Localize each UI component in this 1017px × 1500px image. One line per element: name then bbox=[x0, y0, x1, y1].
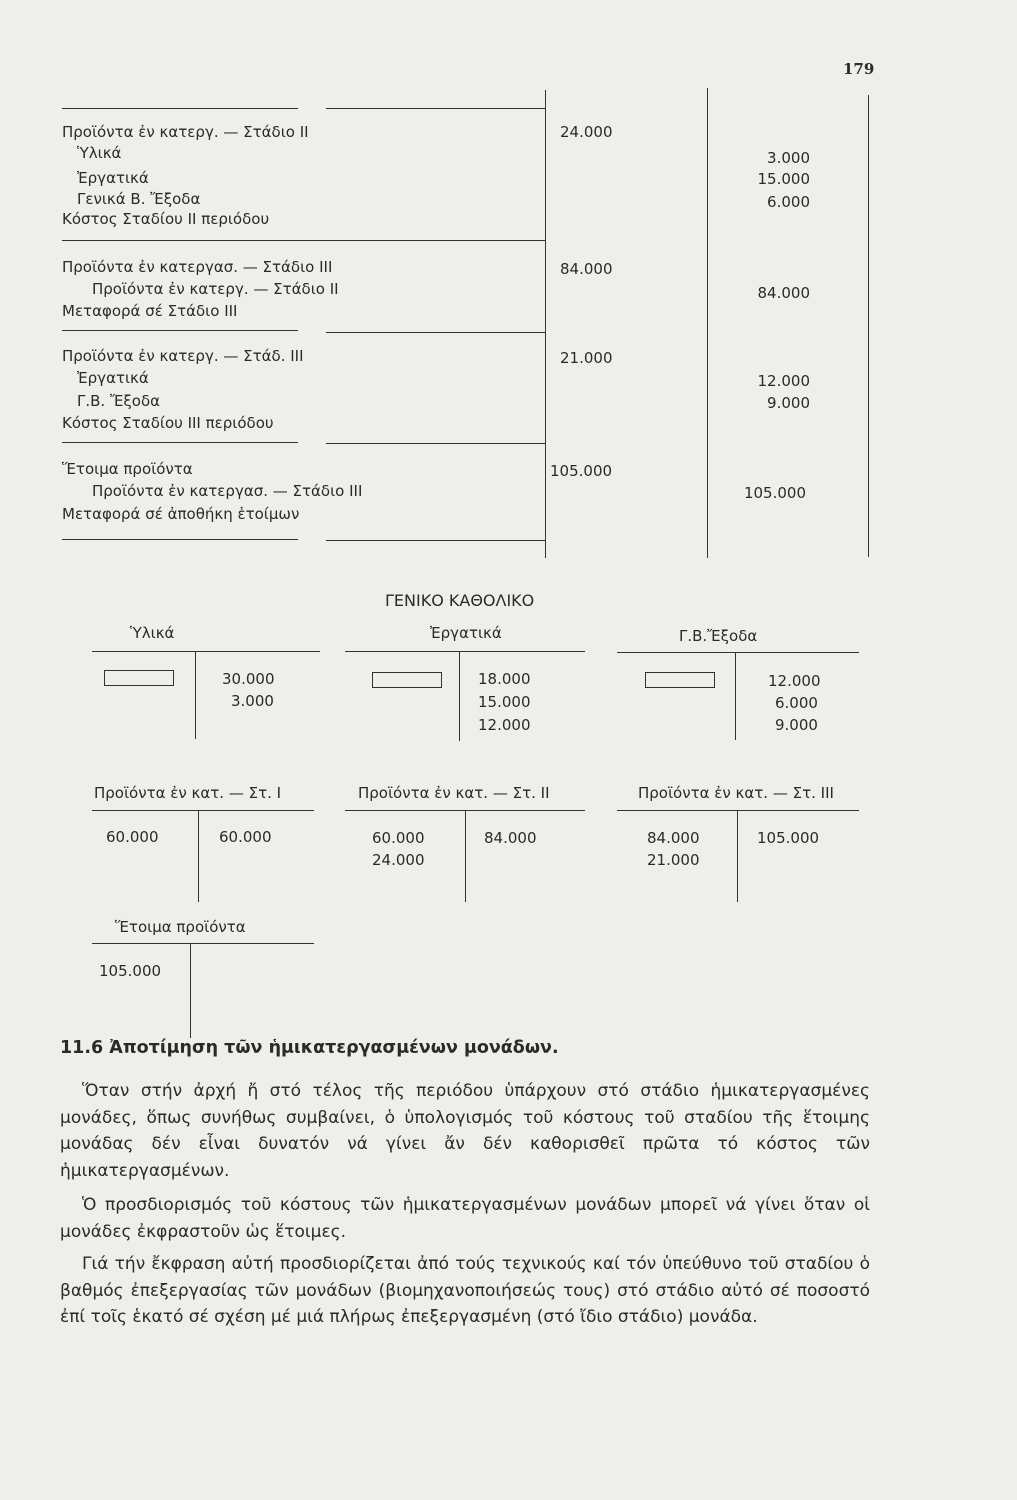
t-account-title: Ἕτοιμα προϊόντα bbox=[115, 918, 246, 936]
journal-credit: 12.000 bbox=[757, 372, 810, 390]
journal-account: Προϊόντα ἐν κατεργασ. — Στάδιο ΙΙΙ bbox=[92, 482, 363, 500]
t-account-title: Προϊόντα ἐν κατ. — Στ. Ι bbox=[94, 784, 282, 802]
t-account-credit: 84.000 bbox=[484, 829, 537, 847]
journal-debit-rule bbox=[545, 90, 546, 558]
entry-divider bbox=[62, 108, 298, 109]
journal-account: Προϊόντα ἐν κατεργ. — Στάδιο ΙΙ bbox=[62, 123, 309, 141]
journal-debit: 24.000 bbox=[560, 123, 613, 141]
t-account-title: Γ.Β.Ἔξοδα bbox=[679, 627, 758, 645]
t-account-top-rule bbox=[92, 943, 314, 944]
section-heading: 11.6 Ἀποτίμηση τῶν ἡμικατεργασμένων μονάδων. bbox=[60, 1038, 559, 1058]
journal-description: Κόστος Σταδίου ΙΙ περιόδου bbox=[62, 210, 270, 228]
journal-account: Ἕτοιμα προϊόντα bbox=[62, 460, 193, 478]
journal-right-rule bbox=[868, 95, 869, 557]
t-account-top-rule bbox=[92, 651, 320, 652]
ledger-title: ΓΕΝΙΚΟ ΚΑΘΟΛΙΚΟ bbox=[385, 591, 535, 610]
journal-account: Προϊόντα ἐν κατεργ. — Στάδ. ΙΙΙ bbox=[62, 347, 304, 365]
journal-debit: 84.000 bbox=[560, 260, 613, 278]
t-account-credit: 12.000 bbox=[478, 716, 531, 734]
t-account-top-rule bbox=[92, 810, 314, 811]
t-account-debit: 60.000 bbox=[106, 828, 159, 846]
t-account-credit: 30.000 bbox=[222, 670, 275, 688]
t-account-debit: 24.000 bbox=[372, 851, 425, 869]
journal-credit: 15.000 bbox=[757, 170, 810, 188]
entry-divider bbox=[62, 330, 298, 331]
t-account-top-rule bbox=[617, 810, 859, 811]
blank-box bbox=[645, 672, 715, 688]
journal-description: Μεταφορά σέ ἀποθήκη ἑτοίμων bbox=[62, 505, 300, 523]
t-account-title: Ἐργατικά bbox=[430, 624, 502, 642]
t-account-credit: 105.000 bbox=[757, 829, 820, 847]
journal-account: Προϊόντα ἐν κατεργ. — Στάδιο ΙΙ bbox=[92, 280, 339, 298]
paragraph: Ὁ προσδιορισμός τοῦ κόστους τῶν ἡμικατεργασμένων μονάδων μπορεῖ νά γίνει ὅταν οἱ μονάδες ἐκφραστοῦν ὡς ἕτοιμες. bbox=[60, 1195, 870, 1242]
journal-debit: 105.000 bbox=[550, 462, 613, 480]
t-account-top-rule bbox=[617, 652, 859, 653]
t-account-credit: 18.000 bbox=[478, 670, 531, 688]
journal-debit: 21.000 bbox=[560, 349, 613, 367]
t-account-center-rule bbox=[190, 943, 191, 1038]
journal-credit: 3.000 bbox=[767, 149, 810, 167]
t-account-debit: 21.000 bbox=[647, 851, 700, 869]
t-account-center-rule bbox=[459, 651, 460, 741]
journal-account: Προϊόντα ἐν κατεργασ. — Στάδιο ΙΙΙ bbox=[62, 258, 333, 276]
t-account-credit: 3.000 bbox=[231, 692, 274, 710]
t-account-top-rule bbox=[345, 651, 585, 652]
t-account-center-rule bbox=[737, 810, 738, 902]
blank-box bbox=[372, 672, 442, 688]
journal-credit: 9.000 bbox=[767, 394, 810, 412]
t-account-debit: 60.000 bbox=[372, 829, 425, 847]
t-account-title: Προϊόντα ἐν κατ. — Στ. ΙΙ bbox=[358, 784, 550, 802]
journal-description: Κόστος Σταδίου ΙΙΙ περιόδου bbox=[62, 414, 274, 432]
entry-divider bbox=[62, 539, 298, 540]
t-account-title: Προϊόντα ἐν κατ. — Στ. ΙΙΙ bbox=[638, 784, 834, 802]
page-number: 179 bbox=[843, 60, 875, 78]
blank-box bbox=[104, 670, 174, 686]
journal-description: Μεταφορά σέ Στάδιο ΙΙΙ bbox=[62, 302, 238, 320]
t-account-title: Ὑλικά bbox=[130, 624, 175, 642]
entry-divider bbox=[62, 240, 545, 241]
journal-credit: 84.000 bbox=[757, 284, 810, 302]
entry-divider bbox=[326, 540, 545, 541]
t-account-credit: 6.000 bbox=[775, 694, 818, 712]
paragraph: Ὅταν στήν ἀρχή ἤ στό τέλος τῆς περιόδου ὑπάρχουν στό στάδιο ἡμικατεργασμένες μονάδες, ὅπως συνήθως συμβαίνει, ὁ ὑπολογισμός τοῦ κόστους τοῦ σταδίου τῆς ἕτοιμης μονάδας δέν εἶναι δυνατόν νά γίνει ἄν δέν καθορισθεῖ πρῶτα τό κόστος τῶν ἡμικατεργασμένων. bbox=[60, 1081, 870, 1181]
t-account-center-rule bbox=[465, 810, 466, 902]
t-account-debit: 105.000 bbox=[99, 962, 162, 980]
t-account-center-rule bbox=[735, 652, 736, 740]
t-account-center-rule bbox=[195, 651, 196, 739]
journal-account: Ἐργατικά bbox=[77, 169, 149, 187]
journal-credit: 6.000 bbox=[767, 193, 810, 211]
t-account-credit: 60.000 bbox=[219, 828, 272, 846]
paragraph: Γιά τήν ἔκφραση αὐτή προσδιορίζεται ἀπό τούς τεχνικούς καί τόν ὑπεύθυνο τοῦ σταδίου ὁ βαθμός ἐπεξεργασίας τῶν μονάδων (βιομηχανοποιήσεώς τους) στό στάδιο αὐτό σέ ποσοστό ἐπί τοῖς ἑκατό σέ σχέση μέ μιά πλήρως ἐπεξεργασμένη (στό ἴδιο στάδιο) μονάδα. bbox=[60, 1254, 870, 1327]
journal-account: Ὑλικά bbox=[77, 144, 122, 162]
journal-account: Γ.Β. Ἔξοδα bbox=[77, 392, 161, 410]
entry-divider bbox=[326, 332, 545, 333]
t-account-credit: 9.000 bbox=[775, 716, 818, 734]
entry-divider bbox=[326, 108, 545, 109]
t-account-debit: 84.000 bbox=[647, 829, 700, 847]
journal-credit: 105.000 bbox=[743, 484, 806, 502]
t-account-credit: 15.000 bbox=[478, 693, 531, 711]
entry-divider bbox=[62, 442, 298, 443]
t-account-center-rule bbox=[198, 810, 199, 902]
entry-divider bbox=[326, 443, 545, 444]
journal-account: Γενικά Β. Ἔξοδα bbox=[77, 190, 201, 208]
journal-account: Ἐργατικά bbox=[77, 369, 149, 387]
t-account-credit: 12.000 bbox=[768, 672, 821, 690]
